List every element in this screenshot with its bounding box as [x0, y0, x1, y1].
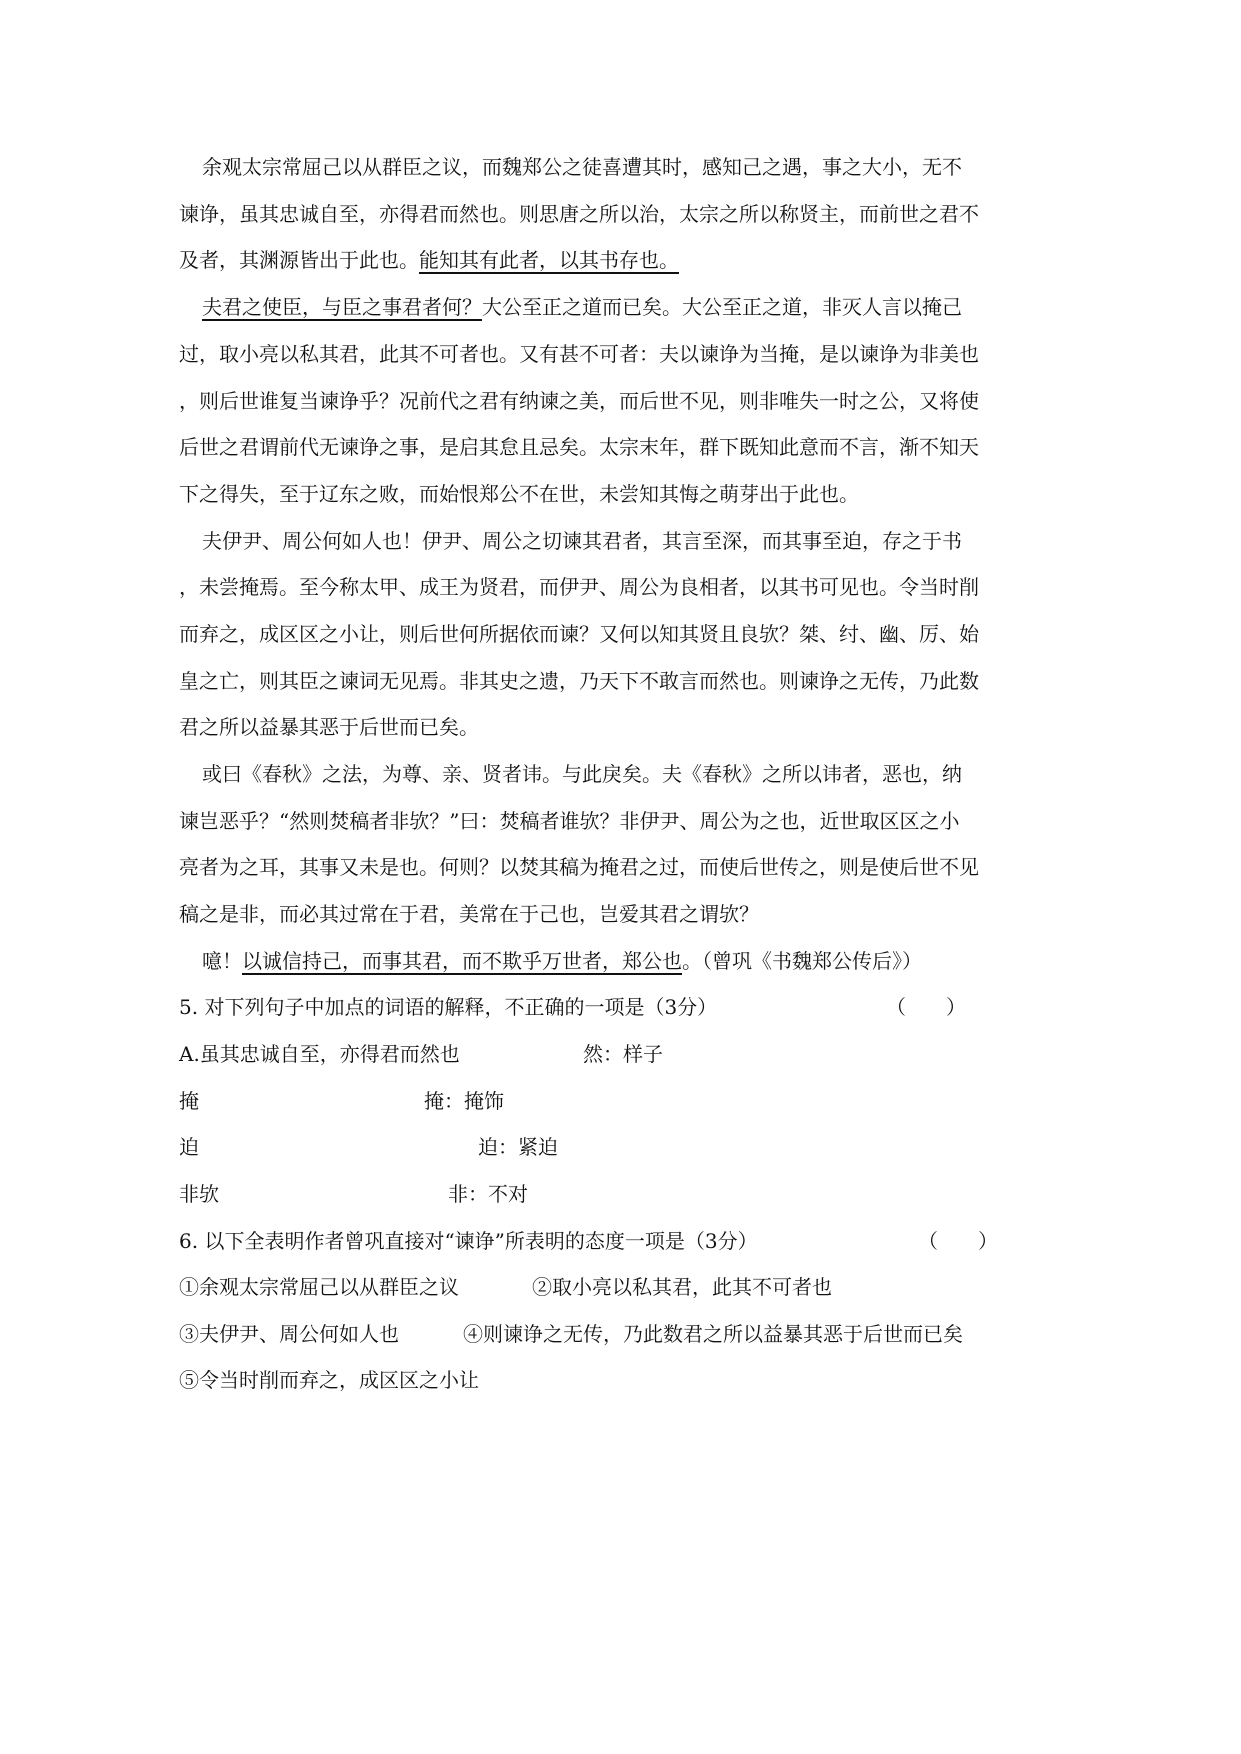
underlined-sentence: 能知其有此者，以其书存也。 [419, 248, 679, 272]
passage-line: 夫君之使臣，与臣之事君者何？大公至正之道而已矣。大公至正之道，非灭人言以掩己 [202, 295, 962, 319]
passage-line: 下之得失，至于辽东之败，而始恨郑公不在世，未尝知其悔之萌芽出于此也。 [179, 482, 859, 506]
passage-line: 余观太宗常屈己以从群臣之议，而魏郑公之徒喜遭其时，感知己之遇，事之大小，无不 [202, 155, 962, 179]
question-5-stem: 5. 对下列句子中加点的词语的解释，不正确的一项是（3分） [179, 995, 718, 1019]
passage-line: 过，取小亮以私其君，此其不可者也。又有甚不可者：夫以谏诤为当掩，是以谏诤为非美也 [179, 342, 979, 366]
passage-line: ，则后世谁复当谏诤乎？况前代之君有纳谏之美，而后世不见，则非唯失一时之公，又将使 [179, 389, 979, 413]
q6-item: ④则谏诤之无传，乃此数君之所以益暴其恶于后世而已矣 [463, 1322, 963, 1346]
q5-option-text: A.虽其忠诚自至，亦得君而然也 [179, 1042, 460, 1066]
q5-option-gloss: 迫：紧迫 [478, 1135, 558, 1159]
passage-line: 夫伊尹、周公何如人也！伊尹、周公之切谏其君者，其言至深，而其事至迫，存之于书 [202, 529, 962, 553]
q5-option-gloss: 非：不对 [448, 1182, 528, 1206]
passage-line: 谏岂恶乎？“然则焚稿者非欤？”曰：焚稿者谁欤？非伊尹、周公为之也，近世取区区之小 [179, 809, 960, 833]
q6-item: ③夫伊尹、周公何如人也 [179, 1322, 399, 1346]
passage-line: 君之所以益暴其恶于后世而已矣。 [179, 715, 479, 739]
passage-line: 而弃之，成区区之小让，则后世何所据依而谏？又何以知其贤且良欤？桀、纣、幽、厉、始 [179, 622, 979, 646]
passage-line: 及者，其渊源皆出于此也。能知其有此者，以其书存也。 [179, 248, 679, 272]
underlined-sentence: 以诚信持己，而事其君，而不欺乎万世者，郑公也 [242, 949, 682, 973]
question-6-answer-paren: （ ） [918, 1229, 998, 1253]
passage-line: 谏诤，虽其忠诚自至，亦得君而然也。则思唐之所以治，太宗之所以称贤主，而前世之君不 [179, 202, 979, 226]
q5-option-text: 非欤 [179, 1182, 219, 1206]
question-5-answer-paren: （ ） [886, 995, 966, 1019]
q6-item: ⑤令当时削而弃之，成区区之小让 [179, 1368, 479, 1392]
q5-option-gloss: 掩：掩饰 [424, 1089, 504, 1113]
question-6-stem: 6. 以下全表明作者曾巩直接对“谏诤”所表明的态度一项是（3分） [179, 1229, 758, 1253]
q5-option-gloss: 然：样子 [583, 1042, 663, 1066]
passage-line: 稿之是非，而必其过常在于君，美常在于己也，岂爱其君之谓欤？ [179, 902, 759, 926]
passage-line: 亮者为之耳，其事又未是也。何则？以焚其稿为掩君之过，而使后世传之，则是使后世不见 [179, 855, 979, 879]
passage-line: 后世之君谓前代无谏诤之事，是启其怠且忌矣。太宗末年，群下既知此意而不言，渐不知天 [179, 435, 979, 459]
underlined-sentence: 夫君之使臣，与臣之事君者何？ [202, 295, 482, 319]
q5-option-text: 迫 [179, 1135, 199, 1159]
q6-item: ②取小亮以私其君，此其不可者也 [532, 1275, 832, 1299]
q6-item: ①余观太宗常屈己以从群臣之议 [179, 1275, 459, 1299]
passage-line: ，未尝掩焉。至今称太甲、成王为贤君，而伊尹、周公为良相者，以其书可见也。令当时削 [179, 575, 979, 599]
passage-line: 皇之亡，则其臣之谏词无见焉。非其史之遗，乃天下不敢言而然也。则谏诤之无传，乃此数 [179, 669, 979, 693]
q5-option-text: 掩 [179, 1089, 199, 1113]
passage-line: 或曰《春秋》之法，为尊、亲、贤者讳。与此戾矣。夫《春秋》之所以讳者，恶也，纳 [202, 762, 962, 786]
passage-line: 噫！以诚信持己，而事其君，而不欺乎万世者，郑公也。（曾巩《书魏郑公传后》） [202, 949, 922, 973]
